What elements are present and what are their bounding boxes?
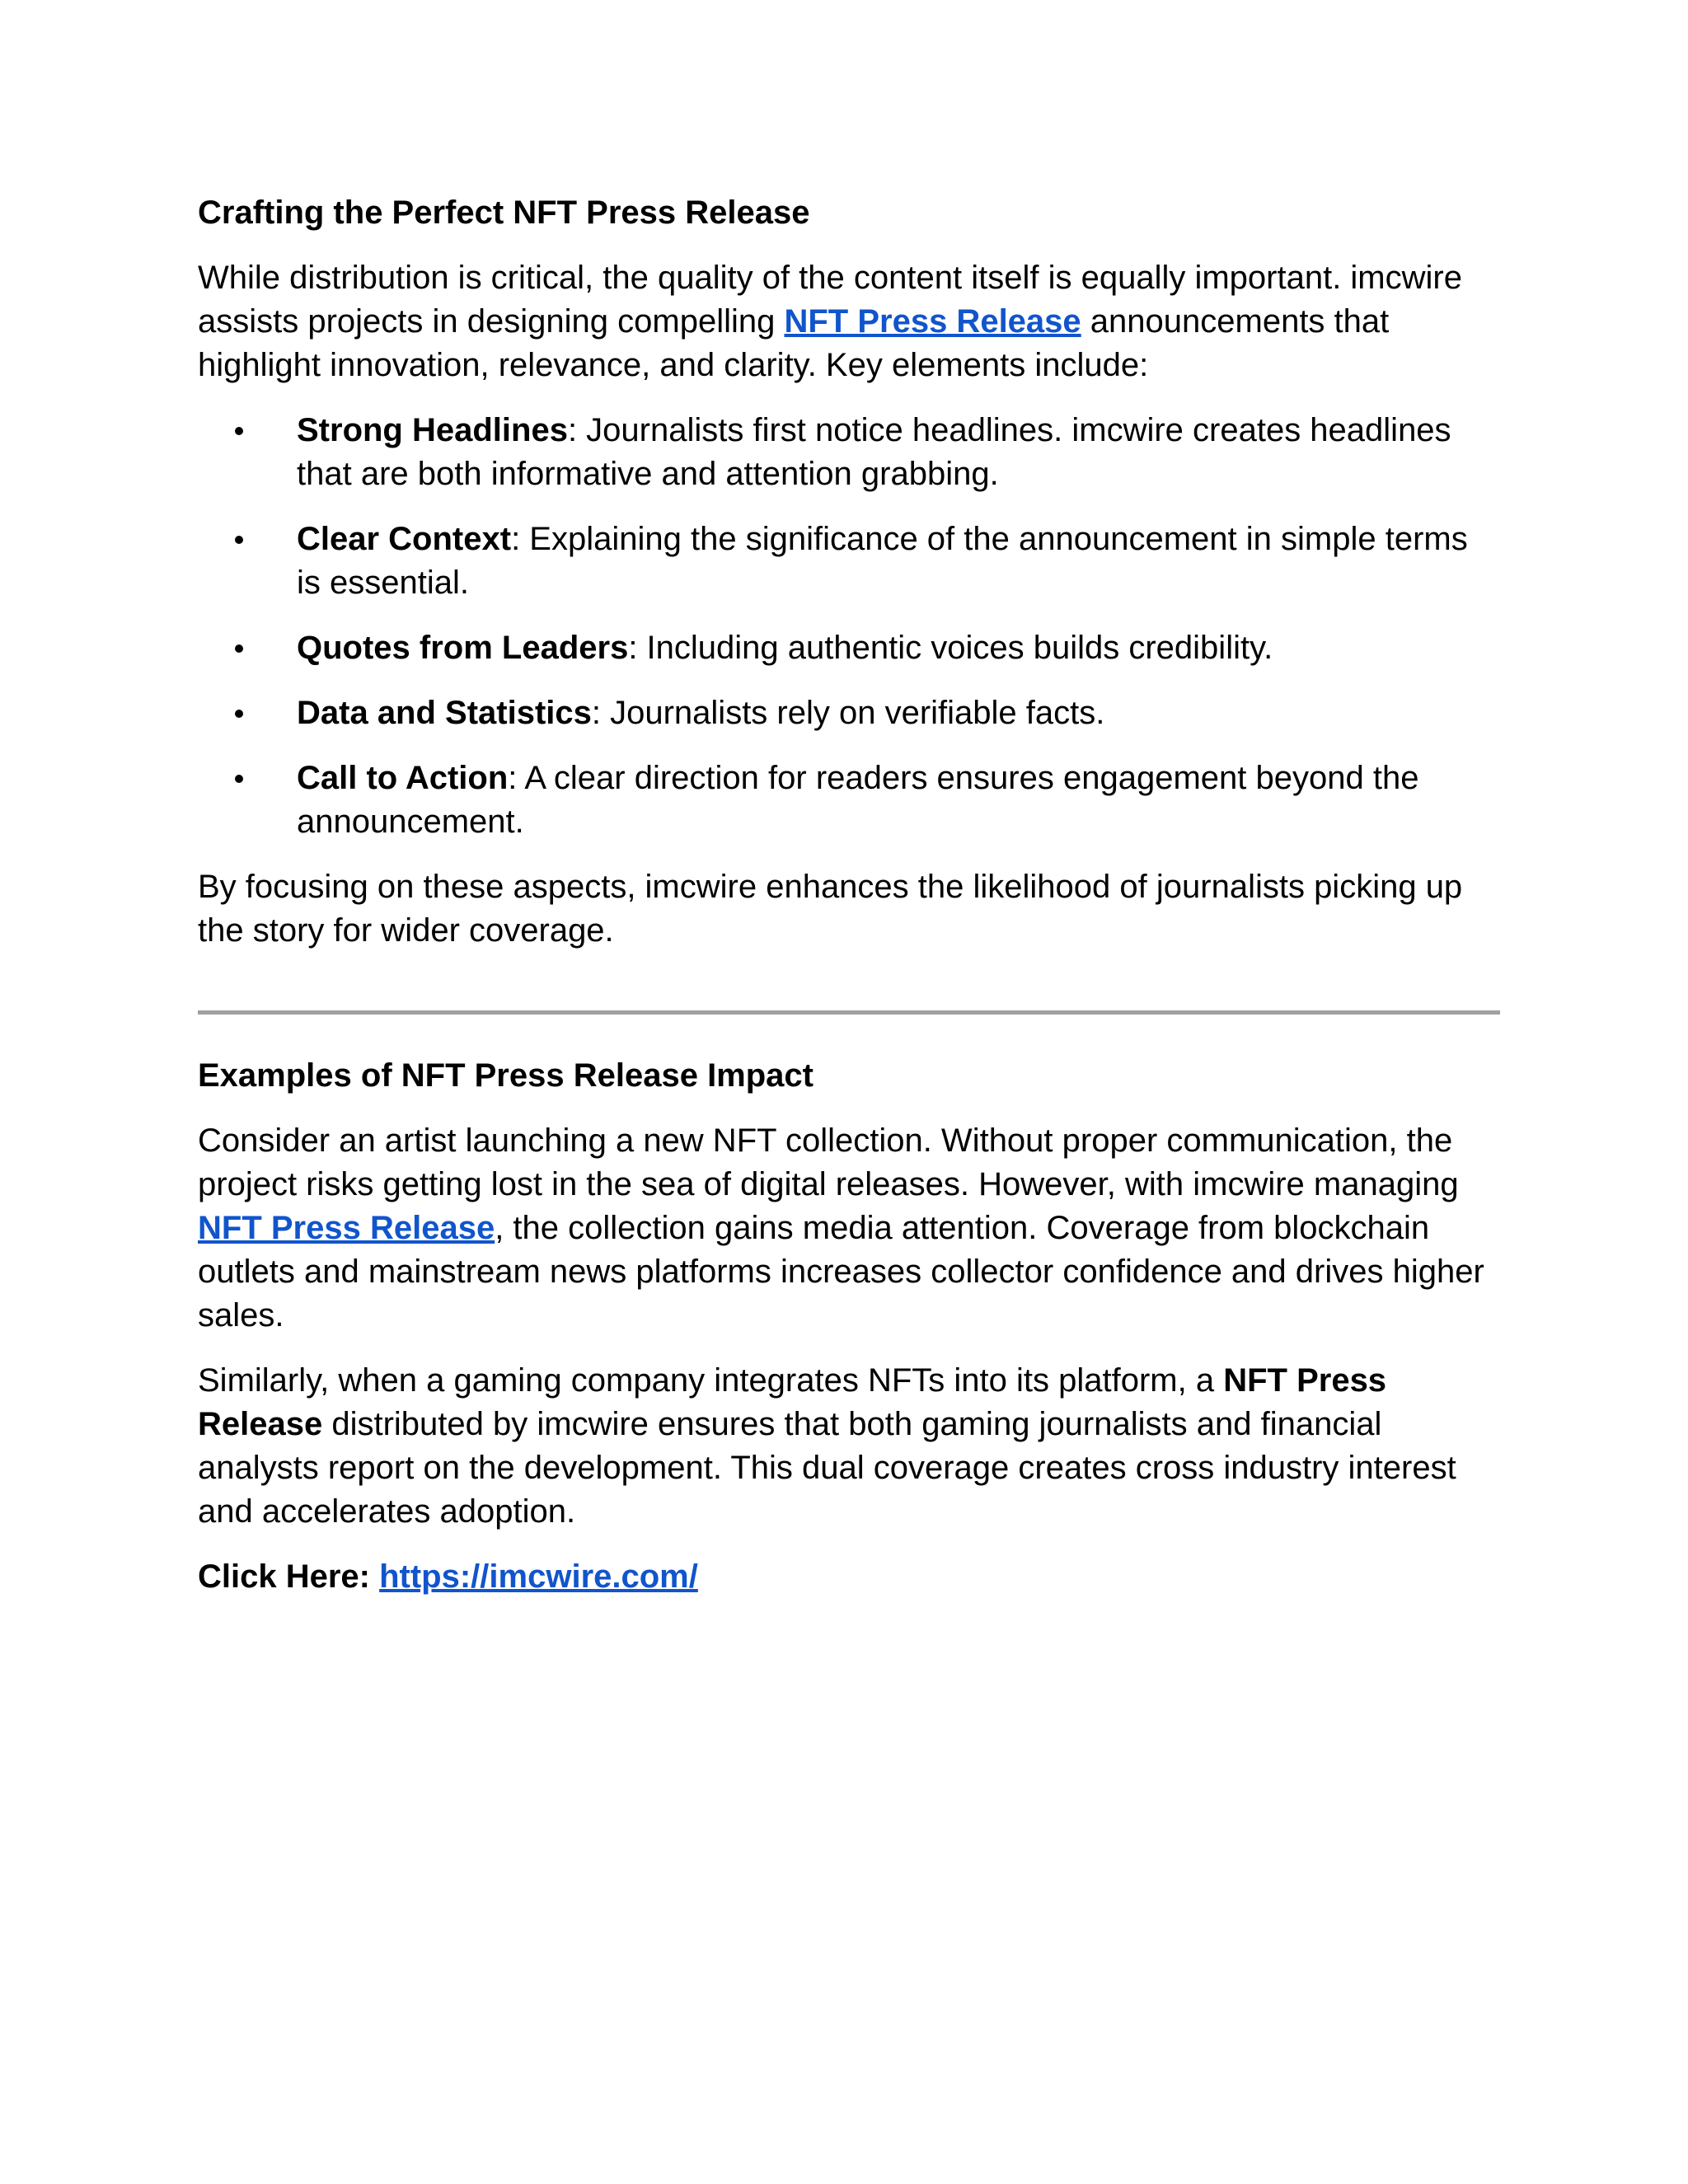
list-item-text: : Including authentic voices builds credibility. <box>628 630 1273 666</box>
example-paragraph-artist <box>198 1119 1500 1338</box>
list-item-term: Call to Action <box>297 760 509 796</box>
key-elements-list <box>198 409 1500 844</box>
list-item <box>297 757 1500 844</box>
example-paragraph-gaming <box>198 1359 1500 1534</box>
horizontal-divider <box>198 1010 1500 1015</box>
list-item-term: Strong Headlines <box>297 412 568 448</box>
bullet-icon <box>235 775 243 783</box>
bullet-icon <box>235 710 243 718</box>
nft-press-release-link[interactable]: NFT Press Release <box>198 1210 495 1246</box>
example-text-start: Consider an artist launching a new NFT collection. Without proper communication, the project risks getting lost in the sea of digital releases. However, with imcwire managing <box>198 1122 1459 1202</box>
nft-press-release-link[interactable]: NFT Press Release <box>784 303 1081 340</box>
intro-paragraph <box>198 256 1500 387</box>
list-item-text: : Journalists rely on verifiable facts. <box>591 695 1105 731</box>
list-item <box>297 409 1500 496</box>
closing-paragraph: By focusing on these aspects, imcwire enhances the likelihood of journalists picking up the story for wider coverage. <box>198 869 1463 949</box>
example-text-end: distributed by imcwire ensures that both gaming journalists and financial analysts report on the development. This dual coverage creates cross industry interest and accelerates adoption. <box>198 1406 1456 1530</box>
list-item-text: : Explaining the significance of the announcement in simple terms is essential. <box>297 521 1468 601</box>
intro-text-start: While distribution is critical, the quality of the content itself is equally important. imcwire assists projects in designing compelling <box>198 260 1462 340</box>
bullet-icon <box>235 644 243 653</box>
list-item <box>297 626 1500 670</box>
list-item-text: : A clear direction for readers ensures engagement beyond the announcement. <box>297 760 1419 840</box>
example-text-end: , the collection gains media attention. Coverage from blockchain outlets and mainstream news platforms increases collector confidence and drives higher sales. <box>198 1210 1484 1333</box>
list-item-text: : Journalists first notice headlines. imcwire creates headlines that are both informative and attention grabbing. <box>297 412 1451 492</box>
bullet-icon <box>235 536 243 544</box>
document-page <box>198 191 1500 1599</box>
list-item-term: Quotes from Leaders <box>297 630 629 666</box>
section-heading-examples: Examples of NFT Press Release Impact <box>198 1057 814 1094</box>
nft-press-release-bold: NFT Press Release <box>198 1362 1387 1442</box>
cta-label: Click Here: <box>198 1558 380 1595</box>
intro-text-end: announcements that highlight innovation, relevance, and clarity. Key elements include: <box>198 303 1390 383</box>
list-item-term: Data and Statistics <box>297 695 592 731</box>
list-item-term: Clear Context <box>297 521 512 557</box>
list-item <box>297 691 1500 735</box>
section-heading-crafting: Crafting the Perfect NFT Press Release <box>198 194 810 231</box>
bullet-icon <box>235 427 243 435</box>
list-item <box>297 518 1500 605</box>
example-text-start: Similarly, when a gaming company integrates NFTs into its platform, a <box>198 1362 1224 1399</box>
imcwire-website-link[interactable]: https://imcwire.com/ <box>379 1558 698 1595</box>
call-to-action <box>198 1555 1500 1599</box>
